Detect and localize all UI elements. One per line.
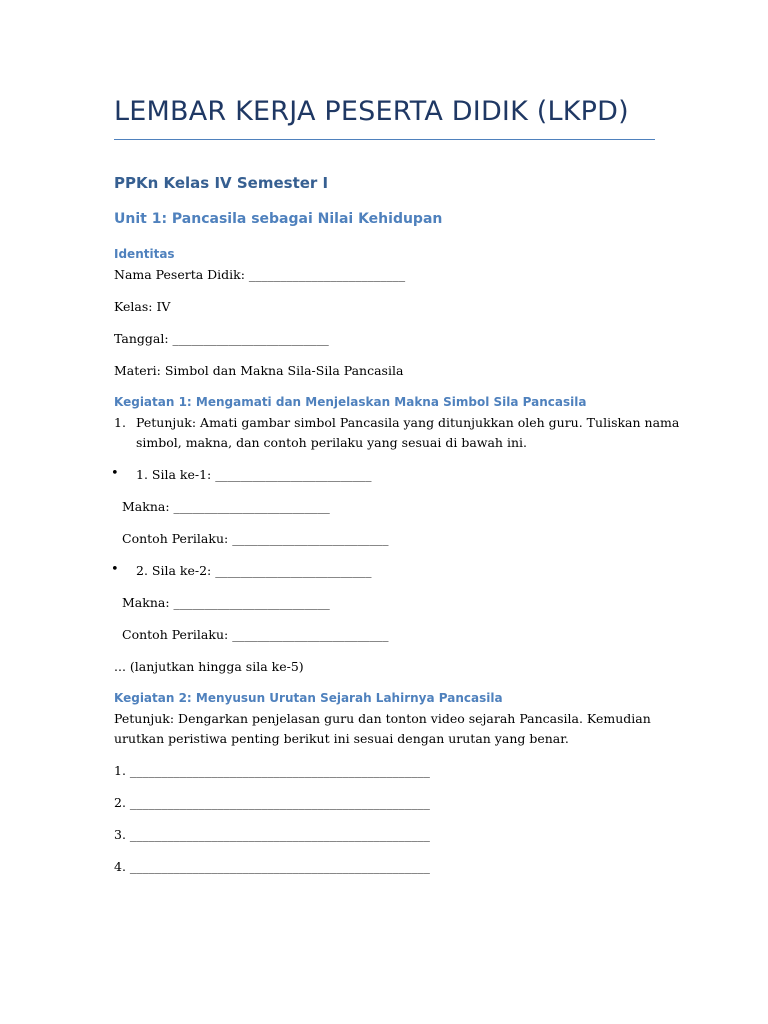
kegiatan1-instruction-line2: simbol, makna, dan contoh perilaku yang sesuai di bawah ini. bbox=[136, 435, 527, 450]
urutan-item: 2. ________________________________________________ bbox=[114, 795, 430, 810]
unit-heading: Unit 1: Pancasila sebagai Nilai Kehidupan bbox=[114, 211, 443, 227]
sila2-makna: Makna: _________________________ bbox=[122, 595, 330, 610]
lanjutkan-note: ... (lanjutkan hingga sila ke-5) bbox=[114, 659, 304, 674]
kegiatan1-instruction-line1: Petunjuk: Amati gambar simbol Pancasila yang ditunjukkan oleh guru. Tuliskan nama bbox=[136, 415, 680, 430]
urutan-item: 4. ________________________________________________ bbox=[114, 859, 430, 874]
sila2-label: 2. Sila ke-2: _________________________ bbox=[136, 563, 372, 578]
kegiatan1-instruction-number: 1. bbox=[114, 415, 126, 430]
sila1-label: 1. Sila ke-1: _________________________ bbox=[136, 467, 372, 482]
kegiatan1-heading: Kegiatan 1: Mengamati dan Menjelaskan Makna Simbol Sila Pancasila bbox=[114, 395, 587, 409]
identitas-heading: Identitas bbox=[114, 247, 175, 261]
title-underline bbox=[114, 139, 655, 140]
nama-field: Nama Peserta Didik: _________________________ bbox=[114, 267, 406, 282]
tanggal-field: Tanggal: _________________________ bbox=[114, 331, 329, 346]
urutan-item: 3. ________________________________________________ bbox=[114, 827, 430, 842]
sila1-makna: Makna: _________________________ bbox=[122, 499, 330, 514]
document-title: LEMBAR KERJA PESERTA DIDIK (LKPD) bbox=[114, 96, 629, 127]
materi-field: Materi: Simbol dan Makna Sila-Sila Pancasila bbox=[114, 363, 404, 378]
sila1-contoh: Contoh Perilaku: _________________________ bbox=[122, 531, 389, 546]
kegiatan2-instruction-line2: urutkan peristiwa penting berikut ini sesuai dengan urutan yang benar. bbox=[114, 731, 569, 746]
subject-heading: PPKn Kelas IV Semester I bbox=[114, 174, 329, 192]
bullet-icon: • bbox=[111, 466, 119, 481]
bullet-icon: • bbox=[111, 562, 119, 577]
kegiatan2-instruction-line1: Petunjuk: Dengarkan penjelasan guru dan tonton video sejarah Pancasila. Kemudian bbox=[114, 711, 651, 726]
urutan-item: 1. ________________________________________________ bbox=[114, 763, 430, 778]
kelas-field: Kelas: IV bbox=[114, 299, 171, 314]
kegiatan2-heading: Kegiatan 2: Menyusun Urutan Sejarah Lahirnya Pancasila bbox=[114, 691, 503, 705]
sila2-contoh: Contoh Perilaku: _________________________ bbox=[122, 627, 389, 642]
